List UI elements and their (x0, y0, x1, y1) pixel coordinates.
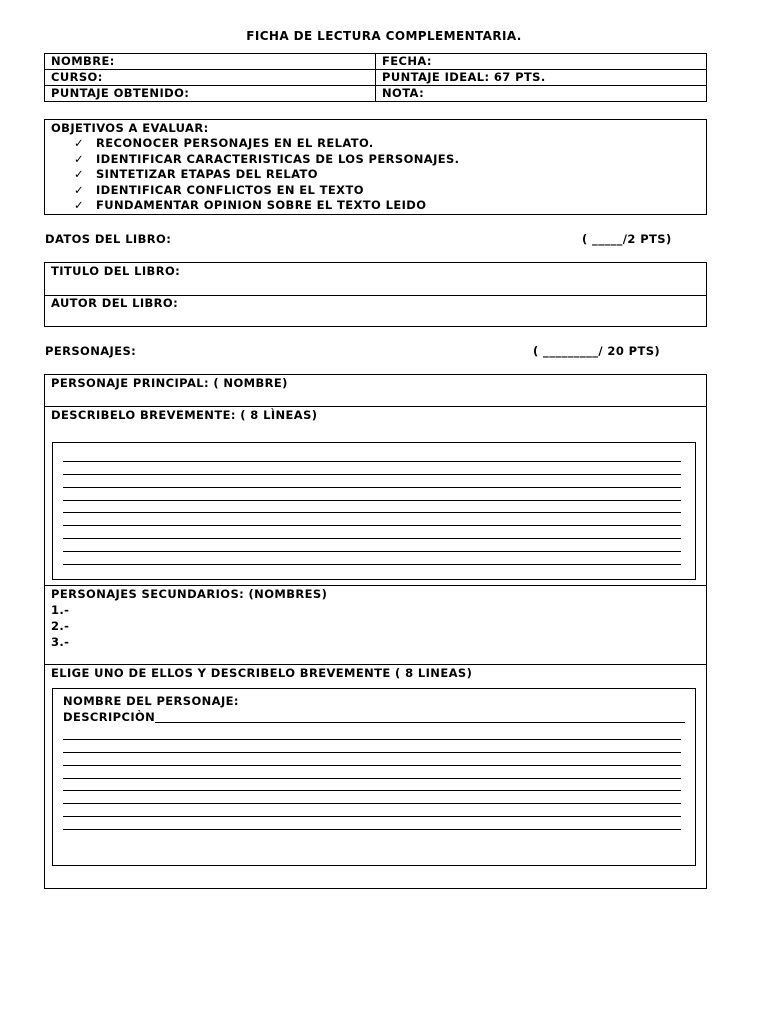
describe-main-label: DESCRIBELO BREVEMENTE: ( 8 LÌNEAS) (51, 408, 318, 422)
name-field-label[interactable]: NOMBRE: (45, 54, 376, 70)
writing-line[interactable] (63, 501, 681, 514)
table-row (45, 54, 707, 70)
secondary-description-box[interactable] (52, 688, 696, 866)
characters-score: ( _________/ 20 PTS) (533, 344, 661, 358)
list-item (74, 152, 459, 168)
divider (45, 406, 706, 407)
objective-text: FUNDAMENTAR OPINION SOBRE EL TEXTO LEIDO (96, 198, 427, 213)
book-title-field-label[interactable]: TITULO DEL LIBRO: (51, 264, 181, 278)
writing-line[interactable] (63, 817, 681, 830)
table-row (45, 70, 707, 86)
writing-line[interactable] (63, 449, 681, 462)
writing-line[interactable] (63, 462, 681, 475)
page-title: FICHA DE LECTURA COMPLEMENTARIA. (246, 29, 522, 43)
objective-text: RECONOCER PERSONAJES EN EL RELATO. (96, 136, 374, 150)
ideal-score-label: PUNTAJE IDEAL: 67 PTS. (376, 70, 707, 86)
objective-text: IDENTIFICAR CARACTERISTICAS DE LOS PERSONAJES. (96, 151, 460, 166)
description-field[interactable] (63, 710, 685, 724)
main-description-box[interactable] (52, 442, 696, 580)
writing-line[interactable] (63, 779, 681, 792)
student-info-table (44, 53, 707, 102)
list-item (74, 183, 459, 199)
table-row (45, 86, 707, 102)
writing-line[interactable] (63, 766, 681, 779)
secondary-item-1[interactable]: 1.- (51, 603, 70, 617)
writing-line[interactable] (63, 475, 681, 488)
writing-line[interactable] (63, 727, 681, 740)
writing-line[interactable] (63, 740, 681, 753)
secondary-item-3[interactable]: 3.- (51, 635, 70, 649)
writing-line[interactable] (63, 488, 681, 501)
main-character-field-label[interactable]: PERSONAJE PRINCIPAL: ( NOMBRE) (51, 376, 288, 390)
writing-line[interactable] (63, 526, 681, 539)
book-data-score: ( _____/2 PTS) (582, 232, 672, 246)
writing-line[interactable] (63, 753, 681, 766)
main-description-lines[interactable] (63, 449, 681, 565)
objectives-heading: OBJETIVOS A EVALUAR: (51, 121, 209, 135)
date-field-label[interactable]: FECHA: (376, 54, 707, 70)
check-icon: ✓ (74, 136, 85, 150)
choose-character-label: ELIGE UNO DE ELLOS Y DESCRIBELO BREVEMENTE ( 8 LINEAS) (51, 666, 473, 680)
secondary-item-2[interactable]: 2.- (51, 619, 70, 633)
divider (45, 664, 706, 665)
divider (45, 585, 706, 586)
character-name-field-label[interactable]: NOMBRE DEL PERSONAJE: (63, 694, 239, 708)
grade-field-label[interactable]: NOTA: (376, 86, 707, 102)
check-icon: ✓ (74, 182, 85, 197)
writing-line[interactable] (63, 722, 685, 723)
writing-line[interactable] (63, 552, 681, 565)
secondary-description-lines[interactable] (63, 727, 681, 830)
objective-text: IDENTIFICAR CONFLICTOS EN EL TEXTO (96, 182, 364, 197)
list-item (74, 167, 459, 183)
check-icon: ✓ (74, 151, 85, 166)
check-icon: ✓ (74, 198, 85, 213)
objectives-list (74, 136, 459, 214)
objective-text: SINTETIZAR ETAPAS DEL RELATO (96, 167, 318, 182)
writing-line[interactable] (63, 513, 681, 526)
list-item (74, 136, 459, 152)
writing-line[interactable] (63, 804, 681, 817)
writing-line[interactable] (63, 791, 681, 804)
description-field-label: DESCRIPCIÒN (63, 710, 156, 724)
check-icon: ✓ (74, 167, 85, 182)
list-item (74, 198, 459, 214)
characters-heading: PERSONAJES: (45, 344, 137, 358)
book-data-heading: DATOS DEL LIBRO: (45, 232, 172, 246)
book-author-field-label[interactable]: AUTOR DEL LIBRO: (51, 296, 179, 310)
course-field-label[interactable]: CURSO: (45, 70, 376, 86)
obtained-score-field-label[interactable]: PUNTAJE OBTENIDO: (45, 86, 376, 102)
secondary-characters-label: PERSONAJES SECUNDARIOS: (NOMBRES) (51, 587, 328, 601)
writing-line[interactable] (63, 539, 681, 552)
